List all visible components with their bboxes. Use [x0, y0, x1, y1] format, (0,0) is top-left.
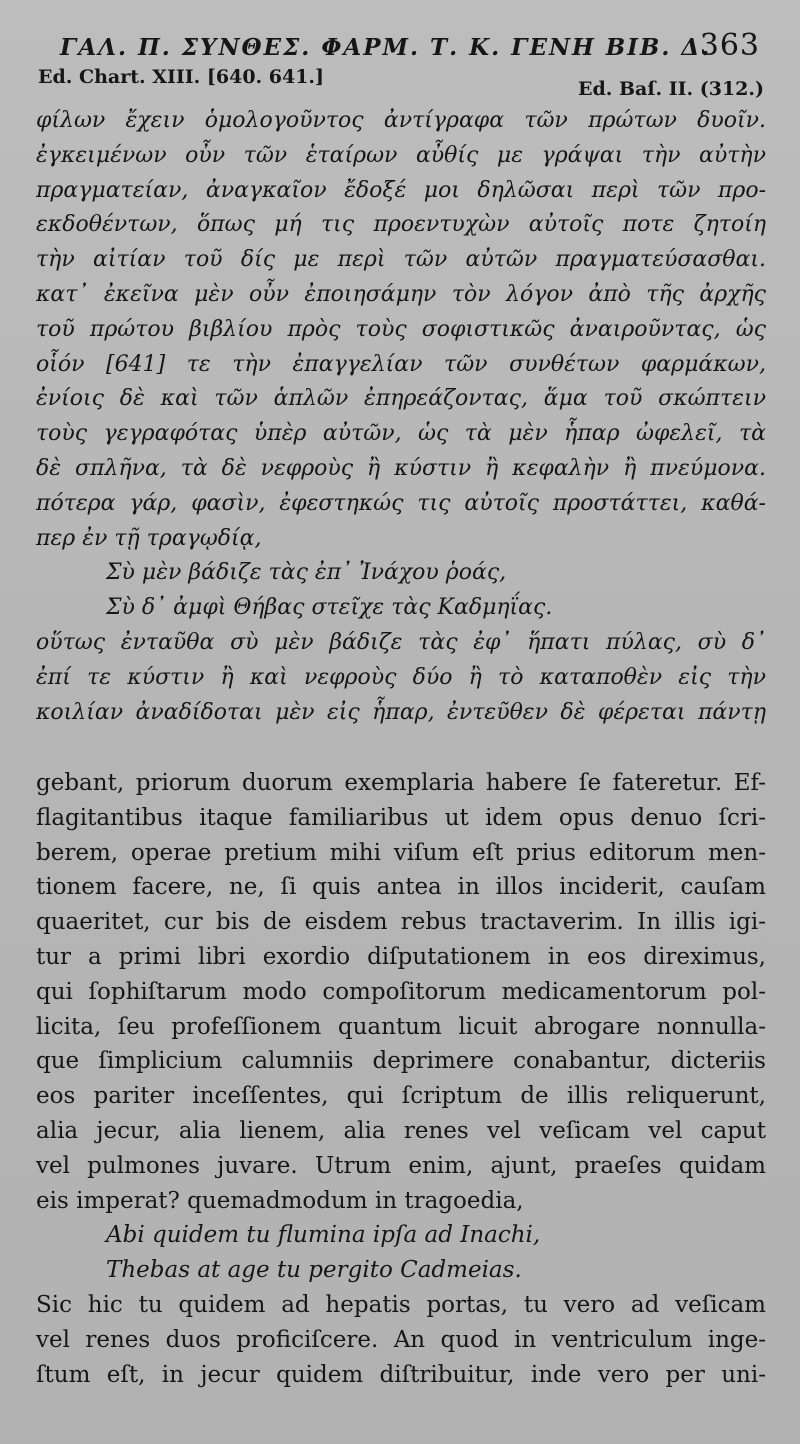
greek-line: οὕτως ἐνταῦθα σὺ μὲν βάδιζε τὰς ἐφ᾽ ἥπατι πύλας, σὺ δ᾽	[36, 629, 766, 655]
running-title: ΓΑΛ. Π. ΣΥΝΘΕΣ. ΦΑΡΜ. Τ. Κ. ΓΕΝΗ ΒΙΒ. Δ.	[60, 34, 712, 61]
greek-line: περ ἐν τῇ τραγῳδίᾳ,	[36, 525, 262, 551]
greek-line: τὴν αἰτίαν τοῦ δίς με περὶ τῶν αὐτῶν πραγματεύσασθαι.	[36, 247, 766, 273]
greek-verse-line: Σὺ δ᾽ ἀμφὶ Θήβας στεῖχε τὰς Καδμηΐας.	[106, 595, 553, 621]
greek-text-block	[36, 104, 766, 730]
latin-line: vel renes duos proficiſcere. An quod in ventriculum inge-	[36, 1326, 766, 1353]
latin-line: flagitantibus itaque familiaribus ut idem opus denuo ſcri-	[36, 804, 766, 831]
latin-line: berem, operae pretium mihi viſum eſt prius editorum men-	[36, 839, 766, 866]
greek-line: πραγματείαν, ἀναγκαῖον ἔδοξέ μοι δηλῶσαι περὶ τῶν προ-	[36, 177, 766, 203]
edition-reference-basel: Ed. Baſ. II. (312.)	[577, 78, 764, 100]
latin-line: alia jecur, alia lienem, alia renes vel veſicam vel caput	[36, 1117, 766, 1144]
latin-line: que ſimplicium calumniis deprimere conabantur, dicteriis	[36, 1048, 766, 1075]
latin-line: licita, ſeu profeſſionem quantum licuit abrogare nonnulla-	[36, 1013, 766, 1040]
greek-line: δὲ σπλῆνα, τὰ δὲ νεφροὺς ἢ κύστιν ἢ κεφαλὴν ἢ πνεύμονα.	[36, 455, 766, 481]
latin-line: vel pulmones juvare. Utrum enim, ajunt, praeſes quidam	[36, 1152, 766, 1179]
latin-line: Sic hic tu quidem ad hepatis portas, tu vero ad veſicam	[36, 1291, 766, 1318]
greek-line: ἐπί τε κύστιν ἢ καὶ νεφροὺς δύο ἢ τὸ καταποθὲν εἰς τὴν	[36, 664, 766, 690]
latin-line: eos pariter inceſſentes, qui ſcriptum de illis reliquerunt,	[36, 1083, 766, 1110]
edition-reference-chartier: Ed. Chart. XIII. [640. 641.]	[38, 66, 325, 88]
latin-line: tionem facere, ne, ſi quis antea in illos inciderit, cauſam	[36, 874, 766, 901]
latin-line: ſtum eſt, in jecur quidem diſtribuitur, inde vero per uni-	[36, 1361, 766, 1388]
latin-verse-line: Thebas at age tu pergito Cadmeias.	[106, 1257, 522, 1284]
greek-line: ἐνίοις δὲ καὶ τῶν ἁπλῶν ἐπηρεάζοντας, ἅμα τοῦ σκώπτειν	[36, 386, 766, 412]
latin-line: quaeritet, cur bis de eisdem rebus tractaverim. In illis igi-	[36, 909, 766, 936]
page-number: 363	[699, 28, 760, 63]
latin-text-block	[36, 766, 766, 1392]
latin-verse-line: Abi quidem tu flumina ipſa ad Inachi,	[106, 1222, 541, 1249]
greek-line: τοὺς γεγραφότας ὑπὲρ αὐτῶν, ὡς τὰ μὲν ἧπαρ ὠφελεῖ, τὰ	[36, 421, 766, 447]
greek-line: πότερα γάρ, φασὶν, ἐφεστηκώς τις αὐτοῖς προστάττει, καθά-	[36, 490, 766, 516]
latin-line: tur a primi libri exordio diſputationem in eos direximus,	[36, 943, 766, 970]
greek-line: τοῦ πρώτου βιβλίου πρὸς τοὺς σοφιστικῶς ἀναιροῦντας, ὡς	[36, 316, 766, 342]
greek-line: φίλων ἔχειν ὁμολογοῦντος ἀντίγραφα τῶν πρώτων δυοῖν.	[36, 108, 766, 133]
latin-line: eis imperat? quemadmodum in tragoedia,	[36, 1187, 524, 1214]
latin-line: gebant, priorum duorum exemplaria habere ſe fateretur. Ef-	[36, 770, 766, 796]
greek-line: κατ᾽ ἐκεῖνα μὲν οὖν ἐποιησάμην τὸν λόγον ἀπὸ τῆς ἀρχῆς	[36, 281, 766, 307]
greek-line: εκδοθέντων, ὅπως μή τις προεντυχὼν αὐτοῖς ποτε ζητοίη	[36, 212, 766, 238]
greek-verse-line: Σὺ μὲν βάδιζε τὰς ἐπ᾽ Ἰνάχου ῥοάς,	[106, 560, 507, 586]
latin-line: qui ſophiſtarum modo compoſitorum medicamentorum pol-	[36, 978, 766, 1005]
greek-line: ἐγκειμένων οὖν τῶν ἑταίρων αὖθίς με γράψαι τὴν αὐτὴν	[36, 142, 766, 168]
greek-line: κοιλίαν ἀναδίδοται μὲν εἰς ἧπαρ, ἐντεῦθεν δὲ φέρεται πάντῃ	[36, 699, 766, 725]
greek-line: οἷόν [641] τε τὴν ἐπαγγελίαν τῶν συνθέτων φαρμάκων,	[36, 351, 766, 377]
running-head	[60, 28, 760, 68]
